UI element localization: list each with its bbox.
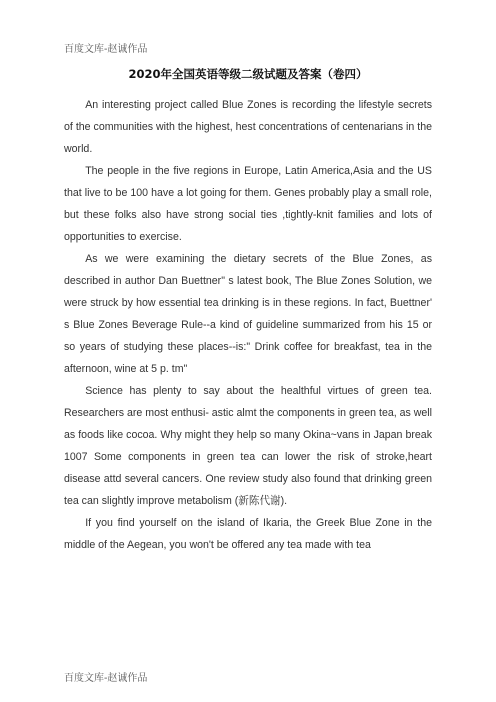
page-header: 百度文库-赵诚作品 bbox=[64, 44, 148, 55]
document-title: 2020年全国英语等级二级试题及答案（卷四） bbox=[128, 67, 368, 81]
paragraph: As we were examining the dietary secrets of the Blue Zones, as described in author Dan Buettner" s latest book, The Blue Zones Solution, we were struck by how essential tea drinking is in these regions. In fact, Buettner' s Blue Zones Beverage Rule--a kind of guideline summarized from his 15 or so years of studying these places--is:" Drink coffee for breakfast, tea in the afternoon, wine at 5 p. tm" bbox=[64, 253, 432, 375]
page-footer: 百度文库-赵诚作品 bbox=[64, 673, 148, 684]
document-body bbox=[64, 94, 432, 556]
paragraph: If you find yourself on the island of Ikaria, the Greek Blue Zone in the middle of the Aegean, you won't be offered any tea made with tea bbox=[64, 517, 432, 551]
paragraph: The people in the five regions in Europe, Latin America,Asia and the US that live to be 100 have a lot going for them. Genes probably play a small role, but these folks also have strong social ties ,tightly-knit families and lots of opportunities to exercise. bbox=[64, 165, 432, 243]
paragraph: An interesting project called Blue Zones is recording the lifestyle secrets of the communities with the highest, hest concentrations of centenarians in the world. bbox=[64, 99, 432, 155]
paragraph: Science has plenty to say about the healthful virtues of green tea. Researchers are most enthusi- astic almt the components in green tea, as well as foods like cocoa. Why might they help so many Okina~vans in Japan break 1007 Some components in green tea can lower the risk of stroke,heart disease attd several cancers. One review study also found that drinking green tea can slightly improve metabolism (新陈代谢). bbox=[64, 385, 433, 507]
